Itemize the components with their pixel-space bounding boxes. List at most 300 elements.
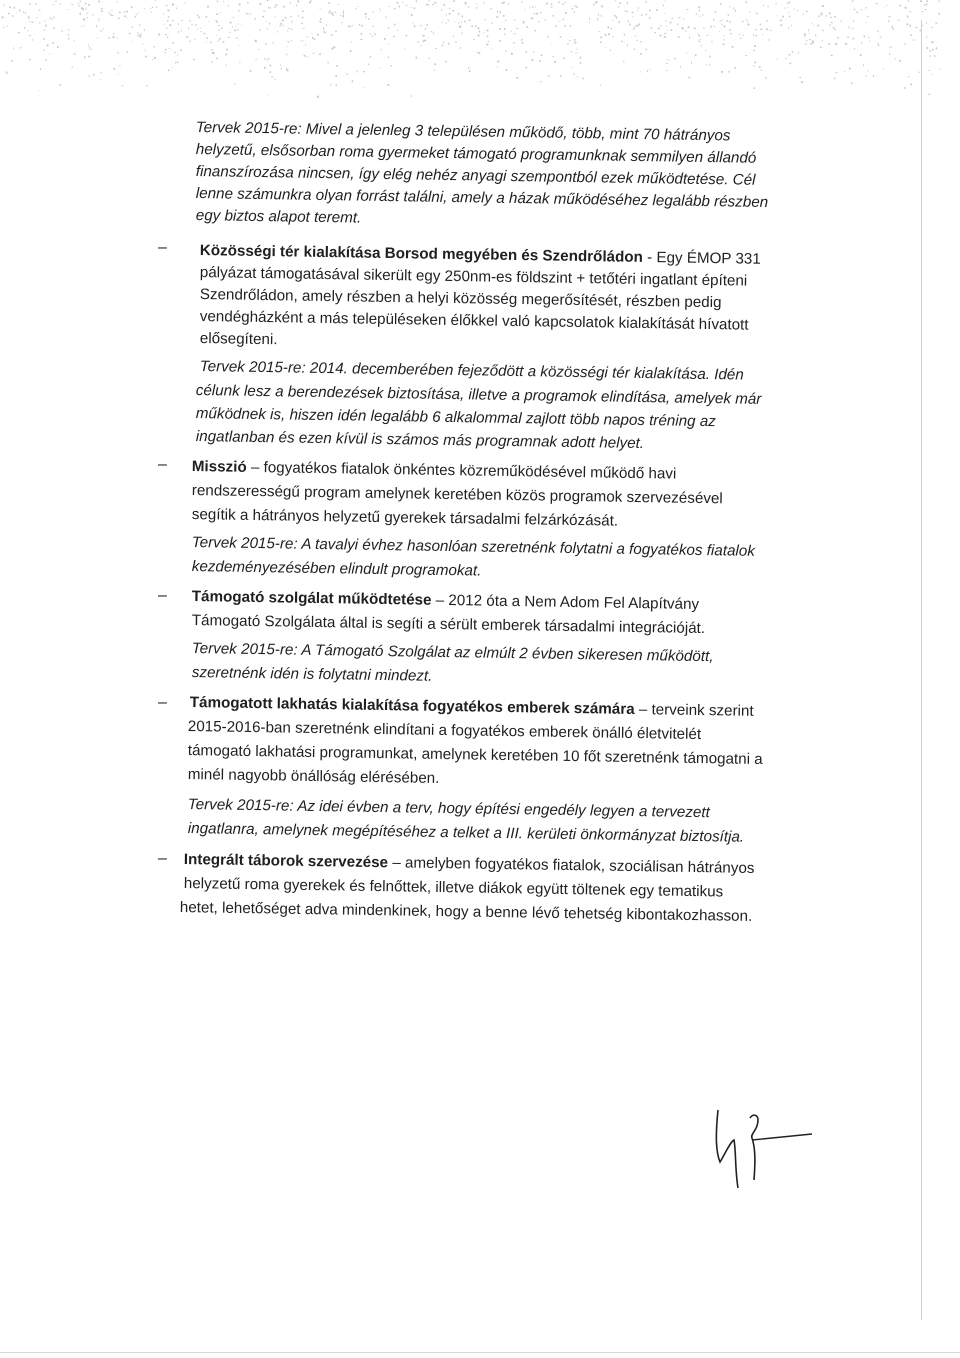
noise-speck: [687, 53, 688, 54]
noise-speck: [540, 12, 542, 13]
noise-speck: [82, 8, 84, 10]
noise-speck: [365, 13, 367, 15]
noise-speck: [809, 39, 811, 40]
noise-speck: [178, 31, 179, 33]
noise-speck: [865, 7, 866, 8]
noise-speck: [180, 30, 182, 31]
noise-speck: [735, 67, 737, 69]
noise-speck: [328, 13, 330, 14]
noise-speck: [188, 28, 189, 30]
noise-speck: [309, 2, 311, 3]
noise-speck: [540, 81, 542, 82]
noise-speck: [503, 2, 505, 4]
noise-speck: [461, 21, 462, 22]
noise-speck: [236, 37, 238, 38]
noise-speck: [700, 16, 701, 17]
item-line: helyzetű roma gyerekek és felnőttek, illetve diákok együtt töltenek egy tematikus: [183, 874, 724, 901]
noise-speck: [288, 28, 290, 29]
noise-speck: [804, 35, 805, 37]
noise-speck: [496, 16, 498, 18]
noise-speck: [140, 34, 142, 36]
item-plan-line: Tervek 2015-re: Az idei évben a terv, hogy építési engedély legyen a tervezett: [187, 795, 710, 822]
noise-speck: [623, 34, 624, 35]
noise-speck: [891, 46, 893, 47]
noise-speck: [576, 52, 577, 53]
noise-speck: [85, 3, 87, 5]
noise-speck: [414, 25, 415, 27]
noise-speck: [110, 14, 112, 16]
noise-speck: [68, 29, 69, 31]
noise-speck: [83, 18, 85, 20]
noise-speck: [352, 25, 353, 26]
noise-speck: [932, 49, 934, 51]
noise-speck: [81, 26, 82, 27]
noise-speck: [190, 41, 191, 43]
noise-speck: [211, 61, 212, 63]
noise-speck: [552, 56, 554, 57]
noise-speck: [200, 28, 201, 29]
noise-speck: [35, 4, 36, 5]
noise-speck: [312, 37, 313, 39]
noise-speck: [129, 33, 131, 34]
noise-speck: [635, 25, 637, 26]
noise-speck: [503, 15, 505, 17]
intro-line: lenne számunkra olyan forrást találni, amely a házak működéséhez legalább részben: [195, 184, 769, 211]
noise-speck: [830, 24, 831, 25]
list-dash: –: [158, 239, 167, 256]
noise-speck: [595, 3, 597, 4]
noise-speck: [658, 28, 660, 29]
noise-speck: [898, 20, 899, 21]
noise-speck: [787, 7, 788, 8]
noise-speck: [822, 5, 824, 7]
noise-speck: [226, 54, 227, 56]
noise-speck: [427, 24, 428, 26]
noise-speck: [283, 25, 284, 27]
noise-speck: [399, 6, 400, 8]
noise-speck: [524, 9, 525, 10]
noise-speck: [521, 1, 522, 2]
noise-speck: [516, 28, 518, 29]
noise-speck: [384, 38, 386, 40]
noise-speck: [730, 33, 732, 34]
noise-speck: [138, 13, 139, 14]
noise-speck: [668, 59, 669, 60]
noise-speck: [521, 39, 522, 41]
noise-speck: [320, 18, 322, 20]
noise-speck: [394, 8, 396, 9]
page-bottom-line: [0, 1352, 960, 1353]
noise-speck: [310, 2, 311, 4]
noise-speck: [283, 6, 285, 8]
intro-line: helyzetű, elsősorban roma gyermeket támogató programunknak semmilyen állandó: [195, 140, 757, 167]
noise-speck: [733, 7, 734, 9]
noise-speck: [523, 22, 524, 24]
noise-speck: [861, 9, 863, 10]
noise-speck: [44, 38, 45, 39]
noise-speck: [935, 23, 937, 24]
noise-speck: [720, 4, 722, 5]
noise-speck: [700, 39, 701, 40]
noise-speck: [490, 8, 492, 9]
noise-speck: [168, 10, 170, 12]
noise-speck: [120, 65, 121, 66]
noise-speck: [388, 43, 389, 44]
noise-speck: [531, 18, 533, 19]
noise-speck: [575, 6, 577, 7]
noise-speck: [291, 40, 292, 42]
noise-speck: [280, 65, 281, 66]
noise-speck: [336, 84, 337, 86]
list-dash: –: [158, 850, 167, 867]
noise-speck: [386, 16, 387, 18]
item-line: elősegíteni.: [199, 329, 278, 349]
noise-speck: [788, 27, 789, 28]
noise-speck: [8, 13, 10, 14]
noise-speck: [732, 46, 734, 48]
noise-speck: [837, 37, 839, 38]
noise-speck: [142, 43, 143, 44]
noise-speck: [844, 71, 845, 72]
noise-speck: [373, 11, 374, 13]
noise-speck: [910, 11, 911, 12]
noise-speck: [505, 20, 506, 21]
noise-speck: [729, 6, 731, 7]
item-text: – 2012 óta a Nem Adom Fel Alapítvány: [431, 591, 700, 613]
noise-speck: [194, 39, 195, 40]
noise-speck: [660, 35, 662, 37]
noise-speck: [348, 26, 350, 27]
noise-speck: [28, 17, 30, 19]
noise-speck: [780, 20, 782, 21]
noise-speck: [288, 41, 290, 42]
noise-speck: [501, 3, 503, 4]
noise-speck: [499, 40, 501, 41]
noise-speck: [931, 42, 933, 43]
noise-speck: [780, 20, 781, 21]
noise-speck: [362, 25, 364, 27]
noise-speck: [835, 43, 837, 45]
noise-speck: [508, 3, 509, 4]
noise-speck: [459, 26, 460, 28]
noise-speck: [484, 32, 485, 33]
noise-speck: [37, 17, 38, 18]
noise-speck: [723, 39, 725, 40]
noise-speck: [930, 50, 931, 52]
noise-speck: [373, 26, 374, 27]
noise-speck: [246, 13, 248, 14]
noise-speck: [651, 28, 653, 29]
noise-speck: [815, 35, 816, 37]
noise-speck: [357, 71, 358, 73]
noise-speck: [506, 69, 508, 71]
item-plan-line: célunk lesz a berendezések biztosítása, illetve a programok elindítása, amelyek már: [195, 381, 762, 408]
noise-speck: [680, 66, 681, 67]
noise-speck: [275, 5, 276, 6]
noise-speck: [664, 13, 665, 14]
noise-speck: [536, 13, 538, 15]
noise-speck: [868, 37, 869, 38]
noise-speck: [72, 4, 73, 6]
noise-speck: [234, 30, 236, 31]
noise-speck: [453, 36, 454, 38]
noise-speck: [62, 30, 63, 32]
noise-speck: [835, 29, 837, 30]
noise-speck: [698, 6, 700, 8]
noise-speck: [186, 36, 188, 38]
noise-speck: [633, 49, 635, 50]
noise-speck: [460, 26, 462, 28]
noise-speck: [412, 22, 413, 23]
noise-speck: [497, 61, 499, 63]
noise-speck: [789, 63, 791, 64]
noise-speck: [432, 4, 433, 5]
noise-speck: [442, 45, 444, 46]
noise-speck: [172, 5, 173, 6]
noise-speck: [828, 43, 830, 45]
noise-speck: [387, 84, 389, 86]
noise-speck: [853, 20, 854, 22]
noise-speck: [720, 21, 721, 22]
noise-speck: [852, 28, 853, 29]
noise-speck: [269, 23, 270, 25]
item-plan-line: kezdeményezésében elindult programokat.: [191, 557, 482, 580]
noise-speck: [88, 45, 89, 46]
noise-speck: [152, 59, 153, 60]
noise-speck: [627, 45, 628, 47]
noise-speck: [551, 4, 552, 6]
noise-speck: [726, 20, 728, 22]
item-title: Közösségi tér kialakítása Borsod megyében és Szendrőládon: [199, 241, 644, 266]
noise-speck: [497, 11, 498, 13]
noise-speck: [936, 47, 937, 49]
noise-speck: [666, 21, 667, 22]
noise-speck: [53, 17, 54, 18]
noise-speck: [465, 4, 466, 6]
item-text: – terveink szerint: [634, 700, 754, 720]
noise-speck: [759, 66, 760, 68]
noise-speck: [883, 68, 884, 69]
noise-speck: [88, 56, 90, 58]
noise-speck: [925, 9, 927, 10]
noise-speck: [233, 17, 234, 19]
noise-speck: [232, 26, 233, 27]
noise-speck: [223, 1, 225, 2]
noise-speck: [85, 8, 86, 10]
noise-speck: [730, 21, 731, 23]
noise-speck: [624, 34, 625, 36]
noise-speck: [73, 40, 74, 41]
noise-speck: [688, 26, 690, 28]
noise-speck: [638, 7, 639, 9]
noise-speck: [144, 8, 145, 9]
noise-speck: [939, 13, 940, 15]
noise-speck: [144, 29, 145, 31]
noise-speck: [259, 29, 260, 30]
noise-speck: [192, 24, 193, 25]
noise-speck: [469, 20, 471, 22]
noise-speck: [889, 47, 890, 48]
noise-speck: [3, 27, 5, 28]
noise-speck: [335, 75, 337, 77]
noise-speck: [117, 37, 118, 38]
noise-speck: [812, 42, 814, 44]
noise-speck: [616, 17, 618, 19]
noise-speck: [853, 38, 855, 40]
noise-speck: [341, 22, 342, 23]
noise-speck: [267, 28, 268, 29]
noise-speck: [190, 20, 191, 21]
noise-speck: [500, 11, 502, 13]
noise-speck: [556, 25, 557, 27]
noise-speck: [271, 76, 273, 77]
noise-speck: [905, 7, 907, 9]
noise-speck: [627, 3, 628, 4]
item-line: támogató lakhatási programunkat, amelynek keretében 10 főt szeretnénk támogatni a: [187, 741, 763, 769]
noise-speck: [600, 85, 601, 86]
noise-speck: [404, 48, 405, 49]
noise-speck: [127, 18, 128, 19]
noise-speck: [869, 41, 870, 42]
noise-speck: [889, 53, 890, 55]
noise-speck: [347, 73, 348, 75]
noise-speck: [478, 35, 480, 37]
noise-speck: [805, 43, 806, 45]
noise-speck: [405, 35, 407, 36]
noise-speck: [756, 35, 757, 36]
noise-speck: [610, 50, 611, 51]
noise-speck: [426, 4, 427, 5]
page-edge-line: [921, 20, 922, 1320]
noise-speck: [331, 13, 333, 14]
noise-speck: [866, 76, 867, 77]
noise-speck: [265, 58, 266, 60]
noise-speck: [139, 35, 140, 36]
noise-speck: [777, 15, 778, 16]
noise-speck: [636, 40, 638, 41]
noise-speck: [619, 2, 621, 4]
noise-speck: [228, 5, 229, 7]
noise-speck: [302, 17, 303, 18]
noise-speck: [9, 6, 11, 8]
noise-speck: [640, 41, 641, 42]
noise-speck: [822, 40, 823, 41]
noise-speck: [682, 28, 684, 30]
noise-speck: [44, 38, 45, 40]
noise-speck: [306, 57, 308, 58]
noise-speck: [849, 68, 851, 70]
noise-speck: [13, 47, 14, 49]
noise-speck: [219, 29, 220, 31]
noise-speck: [682, 27, 683, 29]
noise-speck: [629, 24, 631, 26]
noise-speck: [678, 17, 680, 18]
noise-speck: [164, 52, 166, 53]
noise-speck: [565, 12, 567, 14]
noise-speck: [458, 23, 460, 24]
noise-speck: [350, 50, 352, 52]
noise-speck: [477, 4, 478, 5]
noise-speck: [307, 36, 308, 37]
noise-speck: [163, 13, 164, 14]
item-title: Támogató szolgálat működtetése: [191, 587, 432, 609]
noise-speck: [789, 16, 790, 18]
noise-speck: [328, 62, 329, 64]
noise-speck: [797, 10, 798, 11]
noise-speck: [206, 37, 208, 38]
noise-speck: [181, 20, 183, 21]
noise-speck: [217, 40, 218, 41]
noise-speck: [689, 37, 690, 39]
noise-speck: [172, 20, 174, 21]
noise-speck: [471, 26, 473, 27]
noise-speck: [139, 36, 141, 37]
noise-speck: [753, 34, 754, 36]
noise-speck: [313, 53, 315, 54]
noise-speck: [255, 40, 257, 42]
noise-speck: [548, 36, 549, 38]
noise-speck: [867, 16, 869, 17]
noise-speck: [265, 21, 266, 22]
noise-speck: [411, 14, 413, 16]
noise-speck: [887, 5, 888, 6]
noise-speck: [533, 51, 534, 53]
noise-speck: [168, 69, 169, 71]
noise-speck: [791, 25, 792, 26]
noise-speck: [112, 15, 113, 16]
noise-speck: [279, 25, 281, 26]
noise-speck: [696, 14, 697, 16]
noise-speck: [416, 0, 417, 2]
noise-speck: [939, 0, 940, 2]
noise-speck: [139, 24, 140, 26]
noise-speck: [940, 69, 941, 70]
noise-speck: [93, 14, 94, 16]
noise-speck: [926, 0, 928, 2]
noise-speck: [374, 34, 376, 36]
noise-speck: [701, 46, 702, 47]
noise-speck: [464, 21, 466, 22]
noise-speck: [84, 20, 85, 21]
noise-speck: [7, 26, 8, 27]
noise-speck: [406, 5, 408, 6]
noise-speck: [83, 25, 84, 26]
noise-speck: [236, 26, 237, 27]
noise-speck: [554, 61, 556, 63]
noise-speck: [25, 12, 26, 14]
noise-speck: [646, 1, 647, 3]
noise-speck: [423, 40, 425, 42]
noise-speck: [270, 7, 271, 9]
noise-speck: [649, 10, 650, 12]
noise-speck: [39, 22, 40, 23]
noise-speck: [302, 10, 304, 12]
noise-speck: [836, 72, 837, 73]
noise-speck: [650, 69, 651, 70]
noise-speck: [290, 2, 291, 3]
noise-speck: [921, 11, 923, 12]
noise-speck: [155, 0, 156, 1]
noise-speck: [320, 22, 322, 23]
noise-speck: [551, 43, 552, 44]
noise-speck: [878, 45, 879, 46]
noise-speck: [918, 72, 920, 73]
noise-speck: [753, 50, 755, 51]
noise-speck: [784, 8, 786, 9]
noise-speck: [101, 10, 103, 12]
noise-speck: [264, 67, 266, 69]
item-text: - Egy ÉMOP 331: [642, 248, 761, 268]
